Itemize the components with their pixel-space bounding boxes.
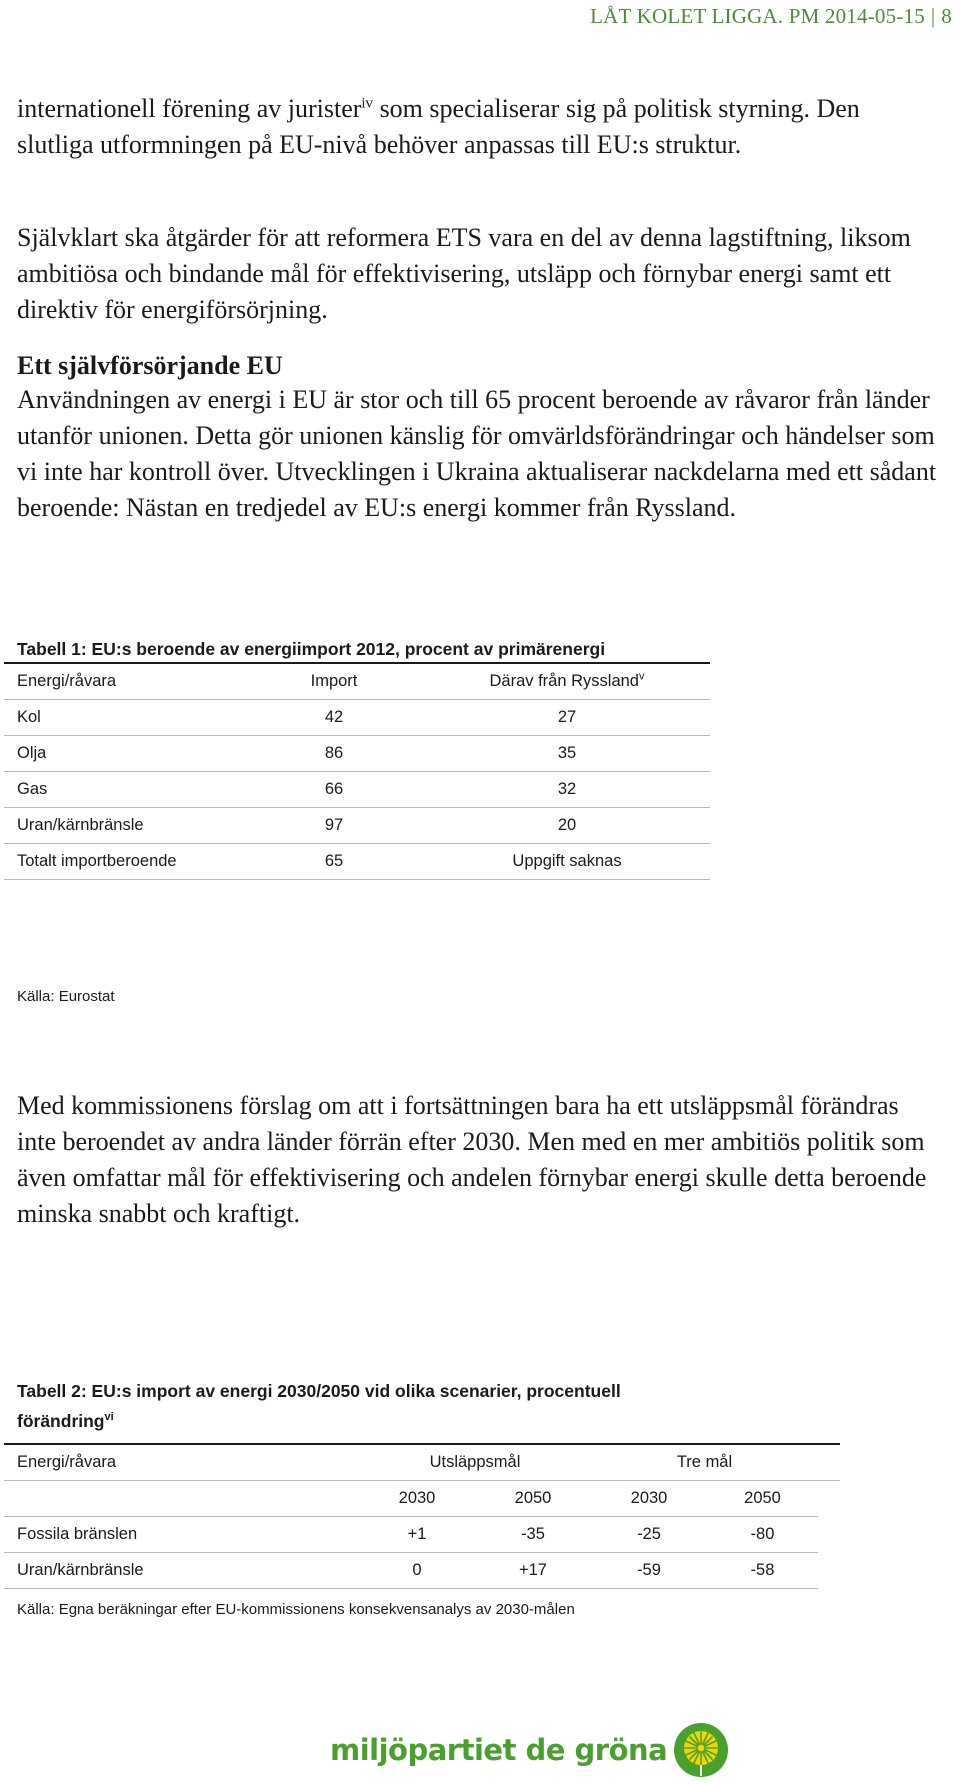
- table-row: [4, 844, 710, 880]
- table-cell: 42: [244, 700, 424, 736]
- table-cell: Uran/kärnbränsle: [4, 1553, 359, 1589]
- table-row: [4, 772, 710, 808]
- table-row: [4, 736, 710, 772]
- table-cell: +17: [475, 1553, 591, 1589]
- table-1-header-russia: Därav från Ryssland$^v$: [424, 663, 710, 700]
- paragraph-4: Med kommissionens förslag om att i fortsättningen bara ha ett utsläppsmål förändras inte beroendet av andra länder förrän efter 2030. Men med en mer ambitiös politik som även omfattar mål för effektivisering och andelen förnybar energi skulle detta beroende minska snabbt och kraftigt.: [17, 1091, 927, 1228]
- table-1-source: Källa: Eurostat: [17, 988, 115, 1005]
- table-2-subheader-row: [4, 1481, 840, 1517]
- table-cell: 65: [244, 844, 424, 880]
- table-2-header-spacer: [818, 1444, 840, 1481]
- header-separator: |: [930, 4, 936, 28]
- table-cell: 97: [244, 808, 424, 844]
- table-1-caption: Tabell 1: EU:s beroende av energiimport 2012, procent av primärenergi: [17, 639, 606, 659]
- table-row: [4, 1517, 840, 1553]
- table-2-source: Källa: Egna beräkningar efter EU-kommissionens konsekvensanalys av 2030-målen: [17, 1601, 575, 1618]
- table-1: [4, 662, 710, 880]
- table-1-header-row: [4, 663, 710, 700]
- paragraph-1-rest: som specialiserar sig på politisk styrning. Den slutliga utformningen på EU-nivå behöver anpassas till EU:s struktur.: [17, 94, 860, 159]
- table-cell: Kol: [4, 700, 244, 736]
- table-cell: Uppgift saknas: [424, 844, 710, 880]
- footnote-ref-iv: iv: [361, 95, 374, 112]
- table-row: [4, 700, 710, 736]
- paragraph-2: Självklart ska åtgärder för att reformera ETS vara en del av denna lagstiftning, liksom ambitiösa och bindande mål för effektivisering, utsläpp och förnybar energi samt ett direktiv för energiförsörjning.: [17, 223, 911, 324]
- section-heading: Ett självförsörjande EU: [17, 351, 283, 380]
- table-cell: -35: [475, 1517, 591, 1553]
- table-1-header-energy: Energi/råvara: [4, 663, 244, 700]
- table-cell: 27: [424, 700, 710, 736]
- table-2-caption-line-2: förändring$^{vi}$: [17, 1411, 114, 1431]
- table-2-header-emission-target: Utsläppsmål: [359, 1444, 591, 1481]
- table-cell: Olja: [4, 736, 244, 772]
- table-cell: Uran/kärnbränsle: [4, 808, 244, 844]
- table-2: [4, 1443, 840, 1589]
- table-cell: +1: [359, 1517, 475, 1553]
- page-number: 8: [941, 4, 952, 28]
- party-logo: [330, 1720, 729, 1780]
- logo-wordmark: miljöpartiet de gröna: [330, 1733, 668, 1767]
- table-2-header-energy: Energi/råvara: [4, 1444, 359, 1481]
- paragraph-3: Användningen av energi i EU är stor och till 65 procent beroende av råvaror från länder utanför unionen. Detta gör unionen känslig för omvärldsförändringar och händelser som vi inte har kontroll över. Utvecklingen i Ukraina aktualiserar nackdelarna med ett sådant beroende: Nästan en tredjedel av EU:s energi kommer från Ryssland.: [17, 385, 937, 522]
- table-2-header-three-targets: Tre mål: [591, 1444, 818, 1481]
- table-cell: Gas: [4, 772, 244, 808]
- table-cell: 32: [424, 772, 710, 808]
- table-2-header-row: [4, 1444, 840, 1481]
- footnote-ref-vi: vi: [104, 1411, 114, 1424]
- table-cell: [818, 1553, 840, 1589]
- table-cell: 86: [244, 736, 424, 772]
- table-2-subheader-year: 2030: [591, 1481, 707, 1517]
- table-cell: 20: [424, 808, 710, 844]
- table-cell: -80: [707, 1517, 818, 1553]
- table-cell: 35: [424, 736, 710, 772]
- table-cell: -25: [591, 1517, 707, 1553]
- table-cell: [4, 1481, 359, 1517]
- table-cell: [818, 1481, 840, 1517]
- dandelion-logo-icon: [673, 1722, 729, 1778]
- table-cell: -59: [591, 1553, 707, 1589]
- table-cell: 66: [244, 772, 424, 808]
- paragraph-1: [17, 91, 937, 163]
- page-header: [590, 4, 952, 29]
- table-row: [4, 1553, 840, 1589]
- paragraph-1-text: internationell förening av jurister: [17, 94, 362, 123]
- footnote-ref-v: v: [638, 670, 645, 683]
- table-cell: 0: [359, 1553, 475, 1589]
- table-cell: Fossila bränslen: [4, 1517, 359, 1553]
- table-row: [4, 808, 710, 844]
- table-cell: [818, 1517, 840, 1553]
- table-2-subheader-year: 2050: [475, 1481, 591, 1517]
- table-1-header-import: Import: [244, 663, 424, 700]
- table-2-subheader-year: 2030: [359, 1481, 475, 1517]
- table-2-subheader-year: 2050: [707, 1481, 818, 1517]
- table-cell: -58: [707, 1553, 818, 1589]
- table-cell: Totalt importberoende: [4, 844, 244, 880]
- document-title: LÅT KOLET LIGGA. PM 2014-05-15: [590, 4, 925, 28]
- table-2-caption-line-1: Tabell 2: EU:s import av energi 2030/2050 vid olika scenarier, procentuell: [17, 1381, 621, 1401]
